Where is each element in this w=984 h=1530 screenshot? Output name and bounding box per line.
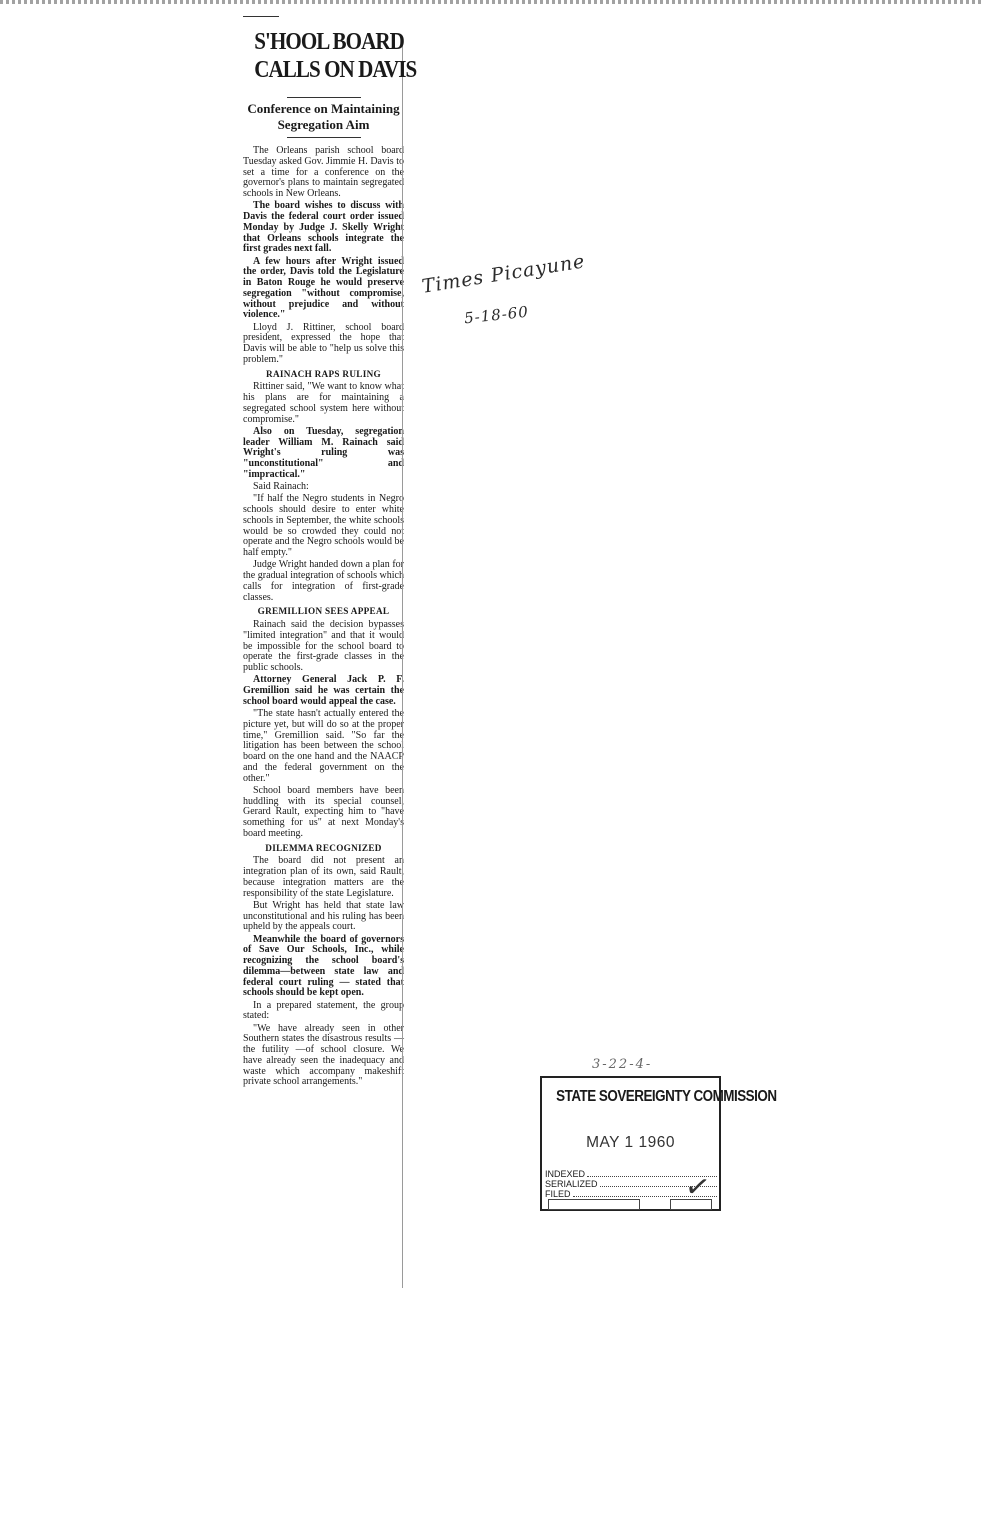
article-body [243, 146, 404, 1088]
stamp-title: STATE SOVEREIGNTY COMMISSION [556, 1088, 777, 1105]
paragraph: Said Rainach: [253, 481, 309, 492]
paragraph: Judge Wright handed down a plan for the gradual integration of schools which calls for integration of first-grade classes. [243, 559, 404, 603]
headline [254, 28, 417, 84]
paragraph: "The state hasn't actually entered the picture yet, but will do so at the proper time," Gremillion said. "So far the litigation has been between the school board on the one hand and the NAACP and the federal government on the other." [243, 708, 404, 784]
paragraph: Rittiner said, "We want to know what his plans are for maintaining a segregated school system here without compromise." [243, 381, 404, 425]
paragraph: A few hours after Wright issued the order, Davis told the Legislature in Baton Rouge he would preserve segregation "without compromise, without prejudice and without violence." [243, 255, 404, 321]
paragraph: School board members have been huddling with its special counsel, Gerard Rault, expecting him to "have something for us" at next Monday's board meeting. [243, 784, 404, 839]
handwritten-date: 5-18-60 [463, 302, 530, 328]
headline-line-1: S'HOOL BOARD [254, 28, 404, 55]
paragraph: The board wishes to discuss with Davis the federal court order issued Monday by Judge J. Skelly Wright that Orleans schools integrate the first grades next fall. [243, 200, 404, 255]
paragraph: "We have already seen in other Southern states the disastrous results — the futility —of school closure. We have already seen the inadequacy and waste which accompany makeshift private school arrangements." [243, 1022, 404, 1088]
stamp-date: MAY 1 1960 [586, 1134, 675, 1151]
newspaper-clipping [243, 14, 417, 1090]
paragraph: Also on Tuesday, segregation leader William M. Rainach said Wright's ruling was "unconstitutional" and "impractical." [243, 425, 404, 480]
subhead: RAINACH RAPS RULING [266, 368, 381, 379]
deck-subheadline: Conference on Maintaining Segregation Aim [247, 101, 400, 132]
paragraph: In a prepared statement, the group stated: [243, 999, 404, 1022]
stamp-box-left [548, 1199, 640, 1210]
paragraph: Attorney General Jack P. F. Gremillion said he was certain the school board would appeal the case. [243, 674, 404, 707]
subhead: DILEMMA RECOGNIZED [265, 842, 382, 853]
top-rule [243, 16, 279, 17]
paragraph: "If half the Negro students in Negro schools should desire to enter white schools in September, the white schools would be so crowded they could not operate and the Negro schools would be half empty." [243, 493, 404, 558]
check-mark-icon: ✓ [682, 1168, 713, 1207]
scan-top-edge [0, 0, 984, 4]
clipping-edge [402, 38, 403, 1288]
stamp-field-indexed: INDEXED [545, 1169, 586, 1179]
commission-stamp [540, 1076, 777, 1211]
handwritten-annotation [418, 250, 608, 346]
stamp-field-serialized: SERIALIZED [545, 1179, 598, 1189]
paragraph: The Orleans parish school board Tuesday asked Gov. Jimmie H. Davis to set a time for a conference on the governor's plans to maintain segregated schools in New Orleans. [243, 145, 404, 199]
deck-rule-bottom [287, 137, 361, 138]
headline-line-2: CALLS ON DAVIS [254, 56, 417, 83]
handwritten-source: Times Picayune [420, 250, 587, 298]
paragraph: But Wright has held that state law unconstitutional and his ruling has been upheld by the appeals court. [243, 899, 404, 933]
deck-rule-top [287, 97, 361, 98]
subhead: GREMILLION SEES APPEAL [257, 606, 390, 617]
paragraph: Rainach said the decision bypasses "limited integration" and that it would be impossible for the school board to operate the first-grade classes in the public schools. [243, 619, 404, 673]
paragraph: Meanwhile the board of governors of Save Our Schools, Inc., while recognizing the school board's dilemma—between state law and federal court ruling — stated that schools should be kept open. [243, 933, 404, 999]
paragraph: Lloyd J. Rittiner, school board president, expressed the hope that Davis will be able to "help us solve this problem." [243, 321, 404, 365]
stamp-scribble: 3-22-4- [592, 1057, 653, 1072]
stamp-field-filed: FILED [545, 1189, 571, 1199]
paragraph: The board did not present an integration plan of its own, said Rault, because integration matters are the responsibility of the state Legislature. [243, 855, 404, 899]
